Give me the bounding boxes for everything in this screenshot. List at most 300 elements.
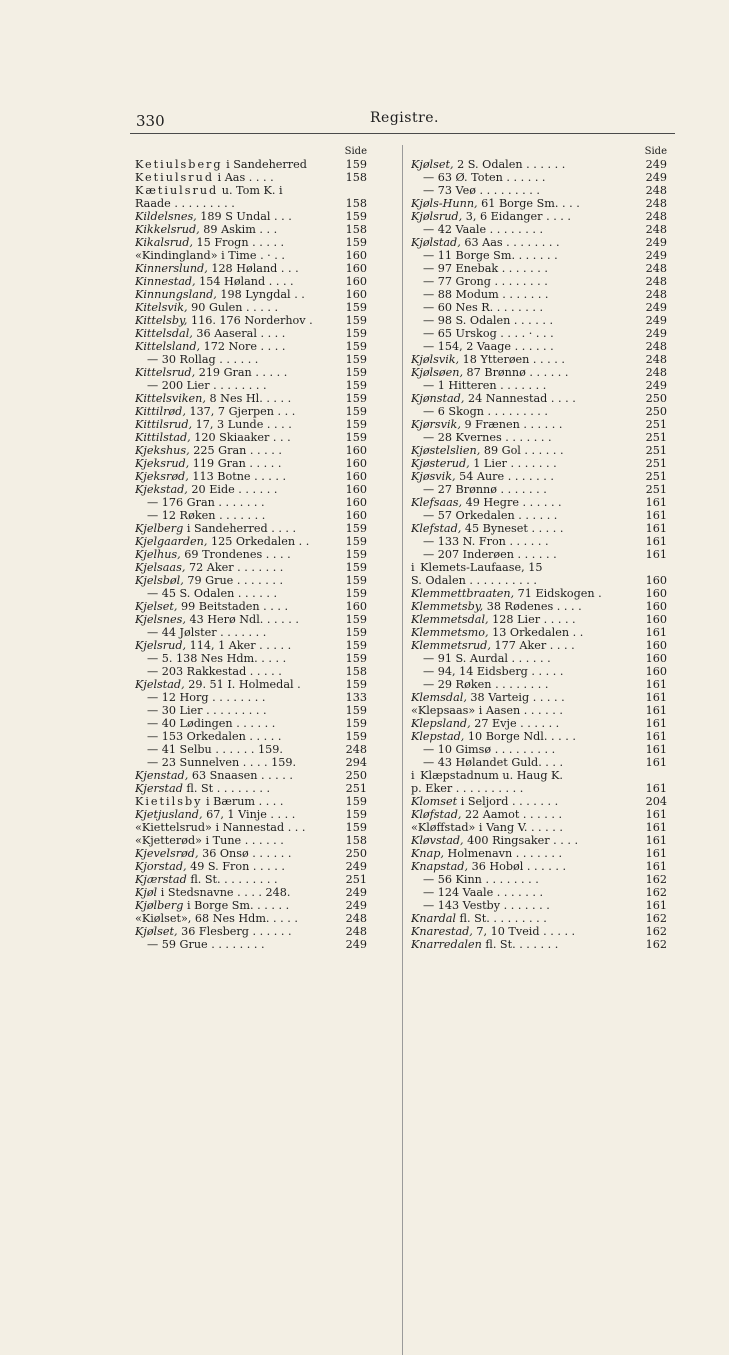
index-entry: [135, 639, 367, 652]
entry-detail: 79 Grue . . . . . . .: [183, 574, 284, 587]
entry-page: 248: [645, 275, 667, 288]
entry-detail: 36 Aaseral . . . .: [192, 327, 286, 340]
index-entry: [411, 717, 667, 730]
entry-page: 248: [645, 366, 667, 379]
entry-text: [411, 431, 642, 444]
entry-detail: i Aas . . . .: [214, 171, 274, 184]
entry-detail: 116. 176 Norderhov .: [187, 314, 313, 327]
entry-name: Kjølset,: [411, 158, 454, 171]
entry-detail: 8 Nes Hl. . . . .: [205, 392, 292, 405]
entry-detail: i Seljord . . . . . . .: [457, 795, 559, 808]
entry-text: [411, 327, 642, 340]
index-entry: [135, 470, 367, 483]
entry-detail: 9 Frænen . . . . . .: [460, 418, 563, 431]
entry-text: [411, 197, 642, 210]
entry-text: [411, 249, 642, 262]
entry-text: [411, 925, 642, 938]
entry-page: 161: [645, 509, 667, 522]
index-entry: [135, 158, 367, 171]
entry-page: 133: [345, 691, 367, 704]
entry-page: 159: [345, 821, 367, 834]
entry-text: [411, 275, 642, 288]
entry-name: Klemmettbraaten,: [411, 587, 515, 600]
entry-name: Kinnerslund,: [135, 262, 208, 275]
entry-page: 248: [345, 743, 367, 756]
entry-page: 162: [645, 886, 667, 899]
entry-name: Knardal: [411, 912, 456, 925]
entry-page: 251: [645, 418, 667, 431]
entry-detail: 63 Aas . . . . . . . .: [460, 236, 560, 249]
entry-detail: 29. 51 I. Holmedal .: [184, 678, 301, 691]
entry-detail: u. Tom K. i: [218, 184, 283, 197]
index-entry: [135, 171, 367, 184]
entry-page: 162: [645, 912, 667, 925]
index-entry: [135, 392, 367, 405]
entry-name: i: [411, 769, 417, 782]
index-entry: [411, 587, 667, 600]
entry-name: Kittelsdal,: [135, 327, 193, 340]
entry-detail: — 11 Borge Sm. . . . . . .: [423, 249, 558, 262]
entry-text: [135, 366, 342, 379]
entry-text: [411, 314, 642, 327]
entry-detail: — 91 S. Aurdal . . . . . .: [423, 652, 551, 665]
entry-page: 204: [645, 795, 667, 808]
entry-text: [411, 574, 642, 587]
entry-text: [411, 561, 642, 574]
entry-page: 248: [645, 262, 667, 275]
entry-text: [411, 691, 642, 704]
entry-page: 160: [345, 262, 367, 275]
entry-name: Kjølsrud,: [411, 210, 463, 223]
entry-name: Kjøl: [135, 886, 158, 899]
page-number: 330: [136, 112, 165, 130]
index-entry: [135, 600, 367, 613]
entry-name: Knap,: [411, 847, 444, 860]
entry-text: [135, 730, 342, 743]
entry-detail: 13 Orkedalen . .: [488, 626, 584, 639]
entry-detail: «Kiettelsrud» i Nannestad . . .: [135, 821, 306, 834]
entry-page: 251: [645, 483, 667, 496]
index-entry: [411, 457, 667, 470]
entry-text: [411, 184, 642, 197]
entry-detail: 36 Flesberg . . . . . .: [177, 925, 292, 938]
index-entry: [411, 782, 667, 795]
entry-page: 160: [645, 587, 667, 600]
index-entry: [135, 509, 367, 522]
index-entry: [411, 301, 667, 314]
index-entry: [411, 639, 667, 652]
index-entry: [411, 314, 667, 327]
entry-name: Kildelsnes,: [135, 210, 197, 223]
entry-detail: i Sandeherred: [222, 158, 307, 171]
entry-text: [411, 457, 642, 470]
entry-text: [135, 444, 342, 457]
index-entry: [135, 821, 367, 834]
entry-text: [135, 353, 342, 366]
entry-page: 158: [345, 197, 367, 210]
entry-page: 249: [645, 158, 667, 171]
entry-detail: — 59 Grue . . . . . . . .: [147, 938, 265, 951]
entry-name: Kjerstad: [135, 782, 183, 795]
entry-text: [135, 171, 342, 184]
entry-page: 161: [645, 522, 667, 535]
index-entry: [135, 418, 367, 431]
index-entry: [411, 223, 667, 236]
entry-detail: fl. St. . . . . . . . .: [186, 873, 278, 886]
entry-text: [135, 717, 342, 730]
entry-text: [411, 223, 642, 236]
entry-text: [411, 704, 642, 717]
side-label: Side: [644, 146, 667, 157]
entry-name: Klemmetsmo,: [411, 626, 489, 639]
entry-detail: — 5. 138 Nes Hdm. . . . .: [147, 652, 287, 665]
entry-detail: — 12 Horg . . . . . . . .: [147, 691, 266, 704]
entry-page: 159: [345, 522, 367, 535]
index-entry: [135, 496, 367, 509]
entry-detail: 61 Borge Sm. . . .: [477, 197, 580, 210]
index-entry: [411, 743, 667, 756]
entry-name: Kjekshus,: [135, 444, 190, 457]
entry-detail: 128 Lier . . . . .: [488, 613, 576, 626]
entry-page: 159: [345, 613, 367, 626]
entry-page: 160: [645, 665, 667, 678]
entry-page: 159: [345, 236, 367, 249]
entry-detail: — 27 Brønnø . . . . . . .: [423, 483, 547, 496]
entry-name: Kjelsaas,: [135, 561, 186, 574]
entry-detail: fl. St. . . . . . .: [481, 938, 559, 951]
entry-detail: 49 Hegre . . . . . .: [462, 496, 562, 509]
entry-detail: — 63 Ø. Toten . . . . . .: [423, 171, 546, 184]
entry-page: 159: [345, 366, 367, 379]
entry-text: [411, 483, 642, 496]
index-entry: [135, 353, 367, 366]
entry-detail: — 154, 2 Vaage . . . . . .: [423, 340, 554, 353]
index-entry: [135, 886, 367, 899]
entry-page: 161: [645, 717, 667, 730]
index-entry: [135, 925, 367, 938]
entry-name: Kjelberg: [135, 522, 184, 535]
index-entry: [135, 717, 367, 730]
entry-text: [411, 353, 642, 366]
index-entry: [411, 379, 667, 392]
entry-page: 159: [345, 353, 367, 366]
entry-page: 160: [345, 457, 367, 470]
entry-page: 161: [645, 535, 667, 548]
entry-text: [411, 912, 642, 925]
entry-detail: Holmenavn . . . . . . .: [443, 847, 562, 860]
entry-detail: 69 Trondenes . . . .: [180, 548, 291, 561]
entry-text: [135, 210, 342, 223]
entry-detail: 24 Nannestad . . . .: [464, 392, 576, 405]
entry-detail: «Kindingland» i Time . · . .: [135, 249, 285, 262]
entry-page: 160: [645, 639, 667, 652]
entry-detail: — 143 Vestby . . . . . . .: [423, 899, 550, 912]
entry-detail: — 207 Inderøen . . . . . .: [423, 548, 557, 561]
index-entry: [411, 678, 667, 691]
entry-detail: 10 Borge Ndl. . . . .: [464, 730, 576, 743]
entry-text: [411, 392, 642, 405]
entry-detail: — 12 Røken . . . . . . .: [147, 509, 266, 522]
entry-page: 248: [345, 912, 367, 925]
entry-page: 160: [345, 275, 367, 288]
entry-detail: 114, 1 Aker . . . . .: [186, 639, 292, 652]
index-entry: [135, 457, 367, 470]
entry-page: 251: [645, 444, 667, 457]
entry-name: Kjelsrud,: [135, 639, 187, 652]
entry-page: 251: [345, 782, 367, 795]
entry-name: Ketiulsberg: [135, 158, 223, 171]
entry-detail: — 73 Veø . . . . . . . . .: [423, 184, 540, 197]
entry-name: Kjølset,: [135, 925, 178, 938]
index-entry: [135, 223, 367, 236]
entry-name: Kjønstad,: [411, 392, 465, 405]
entry-text: [411, 938, 642, 951]
entry-page: 249: [345, 938, 367, 951]
index-entry: [135, 301, 367, 314]
index-entry: [135, 743, 367, 756]
entry-page: 161: [645, 834, 667, 847]
entry-name: Klemmetsdal,: [411, 613, 489, 626]
entry-detail: 45 Byneset . . . . .: [461, 522, 564, 535]
entry-page: 248: [645, 184, 667, 197]
entry-text: [135, 912, 342, 925]
entry-name: Kittelsrud,: [135, 366, 196, 379]
index-entry: [135, 665, 367, 678]
entry-detail: fl. St. . . . . . . . .: [456, 912, 547, 925]
entry-detail: Klæpstadnum u. Haug K.: [416, 769, 563, 782]
index-entry: [135, 626, 367, 639]
index-entry: [411, 626, 667, 639]
entry-page: 248: [645, 197, 667, 210]
entry-detail: 125 Orkedalen . .: [207, 535, 310, 548]
entry-text: [135, 158, 342, 171]
index-entry: [411, 613, 667, 626]
entry-text: [135, 899, 342, 912]
index-entry: [411, 730, 667, 743]
entry-text: [135, 873, 342, 886]
entry-text: [135, 470, 342, 483]
entry-page: 159: [345, 327, 367, 340]
entry-page: 249: [345, 899, 367, 912]
entry-page: 250: [345, 847, 367, 860]
entry-page: 158: [345, 834, 367, 847]
index-entry: [411, 704, 667, 717]
entry-text: [411, 366, 642, 379]
entry-text: [411, 730, 642, 743]
index-entry: [135, 730, 367, 743]
entry-text: [135, 548, 342, 561]
entry-page: 161: [645, 626, 667, 639]
entry-name: Kittilstad,: [135, 431, 191, 444]
entry-text: [135, 392, 342, 405]
entry-page: 250: [645, 392, 667, 405]
entry-text: [135, 886, 342, 899]
entry-detail: — 10 Gimsø . . . . . . . . .: [423, 743, 556, 756]
entry-text: [411, 808, 642, 821]
entry-detail: «Kjetterød» i Tune . . . . . .: [135, 834, 284, 847]
entry-name: Kjærstad: [135, 873, 187, 886]
entry-text: [135, 756, 342, 769]
entry-text: [411, 717, 642, 730]
index-entry: [411, 886, 667, 899]
entry-detail: 38 Rødenes . . . .: [483, 600, 582, 613]
entry-detail: — 176 Gran . . . . . . .: [147, 496, 265, 509]
entry-name: Kinnestad,: [135, 275, 196, 288]
index-entry: [135, 236, 367, 249]
entry-page: 162: [645, 925, 667, 938]
entry-name: Klepsland,: [411, 717, 471, 730]
entry-page: 160: [645, 600, 667, 613]
entry-text: [411, 496, 642, 509]
entry-text: [135, 639, 342, 652]
index-entry: [135, 561, 367, 574]
entry-text: [135, 483, 342, 496]
entry-text: [411, 210, 642, 223]
entry-page: 158: [345, 223, 367, 236]
entry-page: 249: [645, 236, 667, 249]
entry-detail: — 41 Selbu . . . . . . 159.: [147, 743, 283, 756]
index-entry: [411, 821, 667, 834]
index-entry: [135, 522, 367, 535]
entry-text: [411, 743, 642, 756]
index-entry: [135, 613, 367, 626]
entry-text: [135, 561, 342, 574]
entry-page: 159: [345, 795, 367, 808]
entry-detail: — 65 Urskog . . . . · . . .: [423, 327, 554, 340]
entry-detail: — 44 Jølster . . . . . . .: [147, 626, 267, 639]
entry-text: [135, 379, 342, 392]
index-entry: [411, 652, 667, 665]
header-rule: [130, 133, 675, 134]
index-entry: [135, 327, 367, 340]
entry-page: 159: [345, 158, 367, 171]
entry-name: Kjelgaarden,: [135, 535, 208, 548]
index-entry: [135, 899, 367, 912]
entry-text: [135, 522, 342, 535]
entry-page: 160: [345, 496, 367, 509]
index-entry: [411, 509, 667, 522]
entry-detail: 225 Gran . . . . .: [189, 444, 282, 457]
entry-text: [411, 639, 642, 652]
entry-text: [135, 626, 342, 639]
entry-detail: 49 S. Fron . . . . .: [186, 860, 285, 873]
entry-text: [411, 834, 642, 847]
entry-name: Kittelsland,: [135, 340, 201, 353]
entry-name: Kjeksrød,: [135, 470, 189, 483]
entry-name: Kikalsrud,: [135, 236, 193, 249]
entry-detail: S. Odalen . . . . . . . . . .: [411, 574, 537, 587]
entry-detail: — 40 Lødingen . . . . . .: [147, 717, 276, 730]
entry-page: 161: [645, 743, 667, 756]
entry-detail: 67, 1 Vinje . . . .: [202, 808, 296, 821]
entry-text: [411, 756, 642, 769]
index-entry: [135, 366, 367, 379]
entry-text: [411, 899, 642, 912]
entry-name: Kløfstad,: [411, 808, 462, 821]
index-entry: [411, 483, 667, 496]
entry-page: 161: [645, 704, 667, 717]
entry-page: 160: [645, 652, 667, 665]
entry-detail: — 60 Nes R. . . . . . . .: [423, 301, 544, 314]
index-entry: [411, 158, 667, 171]
entry-detail: 3, 6 Eidanger . . . .: [462, 210, 571, 223]
entry-text: [135, 691, 342, 704]
index-entry: [135, 912, 367, 925]
entry-text: [411, 626, 642, 639]
entry-text: [411, 301, 642, 314]
entry-detail: — 56 Kinn . . . . . . . .: [423, 873, 539, 886]
entry-text: [135, 860, 342, 873]
entry-text: [135, 574, 342, 587]
entry-detail: 113 Botne . . . . .: [188, 470, 287, 483]
entry-text: [411, 665, 642, 678]
entry-page: 161: [645, 756, 667, 769]
index-entry: [135, 678, 367, 691]
index-entry: [135, 756, 367, 769]
entry-page: 159: [345, 392, 367, 405]
entry-detail: 63 Snaasen . . . . .: [188, 769, 293, 782]
column-divider: [402, 145, 403, 1355]
entry-page: 162: [645, 938, 667, 951]
entry-name: Klomset: [411, 795, 458, 808]
entry-detail: — 30 Rollag . . . . . .: [147, 353, 259, 366]
index-entry: [135, 288, 367, 301]
entry-page: 159: [345, 574, 367, 587]
entry-name: Kjelstad,: [135, 678, 185, 691]
entry-name: Kjenstad,: [135, 769, 189, 782]
entry-text: [411, 860, 642, 873]
entry-name: Kjørsvik,: [411, 418, 461, 431]
entry-page: 159: [345, 535, 367, 548]
entry-detail: — 28 Kvernes . . . . . . .: [423, 431, 552, 444]
entry-name: Knarredalen: [411, 938, 482, 951]
index-entry: [135, 808, 367, 821]
entry-page: 161: [645, 496, 667, 509]
entry-text: [135, 743, 342, 756]
index-entry: [411, 808, 667, 821]
entry-page: 161: [645, 730, 667, 743]
index-entry: [411, 548, 667, 561]
entry-detail: — 98 S. Odalen . . . . . .: [423, 314, 553, 327]
entry-page: 251: [645, 457, 667, 470]
index-entry: [135, 847, 367, 860]
entry-detail: — 153 Orkedalen . . . . .: [147, 730, 282, 743]
index-entry: [135, 184, 367, 197]
index-entry: [135, 873, 367, 886]
index-entry: [135, 314, 367, 327]
entry-page: 160: [645, 613, 667, 626]
entry-text: [411, 613, 642, 626]
index-entry: [411, 834, 667, 847]
entry-text: [411, 470, 642, 483]
entry-text: [135, 847, 342, 860]
entry-page: 249: [645, 301, 667, 314]
entry-text: [135, 223, 342, 236]
entry-detail: Raade . . . . . . . . .: [135, 197, 235, 210]
entry-page: 160: [345, 470, 367, 483]
entry-text: [135, 665, 342, 678]
entry-name: Kietilsby: [135, 795, 203, 808]
entry-name: Kjorstad,: [135, 860, 187, 873]
index-entry: [135, 275, 367, 288]
entry-page: 159: [345, 717, 367, 730]
entry-name: Kjølsvik,: [411, 353, 460, 366]
index-entry: [411, 366, 667, 379]
entry-text: [411, 587, 642, 600]
entry-text: [135, 808, 342, 821]
entry-detail: 43 Herø Ndl. . . . . .: [185, 613, 299, 626]
entry-detail: — 77 Grong . . . . . . . .: [423, 275, 548, 288]
